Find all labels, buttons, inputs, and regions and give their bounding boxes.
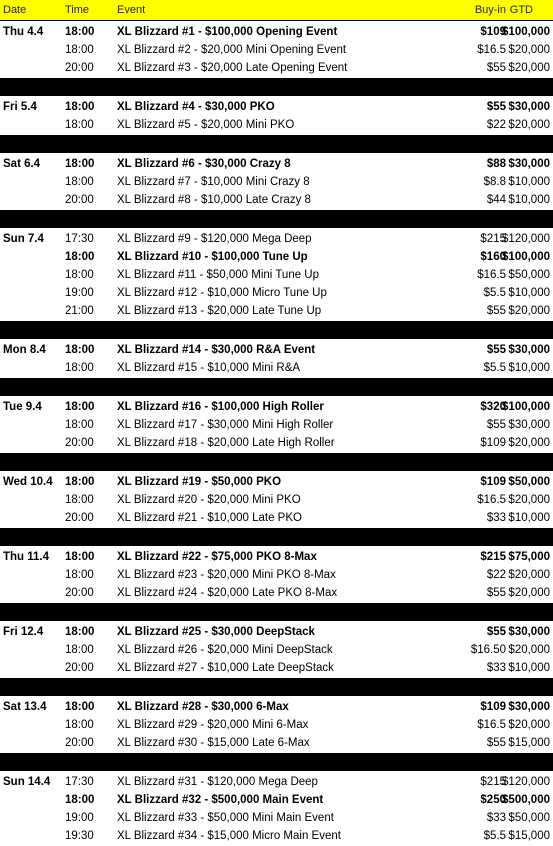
header-row xyxy=(0,0,553,20)
event-buyin: $33 xyxy=(486,512,506,524)
day-date: Sat 6.4 xyxy=(3,158,41,170)
event-gtd: $20,000 xyxy=(508,119,550,131)
event-row xyxy=(0,174,553,192)
event-row xyxy=(0,303,553,321)
event-name: XL Blizzard #1 - $100,000 Opening Event xyxy=(117,26,338,38)
event-buyin: $55 xyxy=(486,62,506,74)
event-gtd: $15,000 xyxy=(508,737,550,749)
event-buyin: $16.50 xyxy=(470,644,506,656)
event-buyin: $5.5 xyxy=(483,362,506,374)
day-group xyxy=(0,228,553,321)
event-name: XL Blizzard #30 - $15,000 Late 6-Max xyxy=(117,737,310,749)
event-name: XL Blizzard #7 - $10,000 Mini Crazy 8 xyxy=(117,176,310,188)
event-time: 20:00 xyxy=(65,587,94,599)
event-name: XL Blizzard #21 - $10,000 Late PKO xyxy=(117,512,302,524)
event-gtd: $20,000 xyxy=(508,569,550,581)
event-name: XL Blizzard #29 - $20,000 Mini 6-Max xyxy=(117,719,309,731)
event-name: XL Blizzard #16 - $100,000 High Roller xyxy=(117,401,324,413)
event-name: XL Blizzard #12 - $10,000 Micro Tune Up xyxy=(117,287,327,299)
event-time: 18:00 xyxy=(65,476,95,488)
header-buyin: Buy-in xyxy=(474,4,506,16)
event-buyin: $160 xyxy=(480,251,506,263)
event-time: 17:30 xyxy=(65,776,94,788)
event-gtd: $20,000 xyxy=(508,305,550,317)
event-time: 20:00 xyxy=(65,737,94,749)
event-time: 18:00 xyxy=(65,794,95,806)
day-date: Sat 13.4 xyxy=(3,701,47,713)
event-name: XL Blizzard #24 - $20,000 Late PKO 8-Max xyxy=(117,587,338,599)
event-buyin: $55 xyxy=(486,305,506,317)
event-time: 18:00 xyxy=(65,701,95,713)
event-gtd: $50,000 xyxy=(508,812,550,824)
event-name: XL Blizzard #22 - $75,000 PKO 8-Max xyxy=(117,551,317,563)
event-name: XL Blizzard #17 - $30,000 Mini High Roller xyxy=(117,419,334,431)
event-gtd: $50,000 xyxy=(508,476,550,488)
day-group xyxy=(0,696,553,753)
event-gtd: $100,000 xyxy=(502,26,550,38)
event-name: XL Blizzard #10 - $100,000 Tune Up xyxy=(117,251,308,263)
event-name: XL Blizzard #26 - $20,000 Mini DeepStack xyxy=(117,644,333,656)
event-gtd: $75,000 xyxy=(508,551,550,563)
event-row xyxy=(0,60,553,78)
event-gtd: $20,000 xyxy=(508,437,550,449)
event-name: XL Blizzard #11 - $50,000 Mini Tune Up xyxy=(117,269,320,281)
event-gtd: $10,000 xyxy=(508,287,550,299)
event-name: XL Blizzard #18 - $20,000 Late High Roller xyxy=(117,437,335,449)
event-name: XL Blizzard #33 - $50,000 Mini Main Event xyxy=(117,812,334,824)
event-row xyxy=(0,699,553,717)
event-row xyxy=(0,285,553,303)
day-group xyxy=(0,21,553,78)
event-row xyxy=(0,567,553,585)
event-gtd: $30,000 xyxy=(508,626,550,638)
event-time: 18:00 xyxy=(65,344,95,356)
day-group xyxy=(0,771,553,846)
event-time: 17:30 xyxy=(65,233,94,245)
event-buyin: $22 xyxy=(486,569,506,581)
event-name: XL Blizzard #34 - $15,000 Micro Main Event xyxy=(117,830,341,842)
event-row xyxy=(0,267,553,285)
event-gtd: $20,000 xyxy=(508,644,550,656)
event-buyin: $55 xyxy=(486,419,506,431)
event-row xyxy=(0,435,553,453)
event-name: XL Blizzard #32 - $500,000 Main Event xyxy=(117,794,324,806)
event-row xyxy=(0,192,553,210)
event-gtd: $15,000 xyxy=(508,830,550,842)
event-name: XL Blizzard #20 - $20,000 Mini PKO xyxy=(117,494,301,506)
event-time: 18:00 xyxy=(65,158,95,170)
header-event: Event xyxy=(117,4,146,16)
event-buyin: $109 xyxy=(480,26,506,38)
event-buyin: $109 xyxy=(480,437,506,449)
event-buyin: $5.5 xyxy=(483,287,506,299)
event-time: 18:00 xyxy=(65,101,95,113)
day-date: Wed 10.4 xyxy=(3,476,53,488)
event-gtd: $30,000 xyxy=(508,344,550,356)
event-buyin: $88 xyxy=(486,158,506,170)
event-gtd: $10,000 xyxy=(508,194,550,206)
event-name: XL Blizzard #2 - $20,000 Mini Opening Event xyxy=(117,44,347,56)
event-buyin: $33 xyxy=(486,812,506,824)
event-name: XL Blizzard #4 - $30,000 PKO xyxy=(117,101,275,113)
event-buyin: $215 xyxy=(480,233,506,245)
event-time: 19:00 xyxy=(65,287,94,299)
event-row xyxy=(0,231,553,249)
event-time: 18:00 xyxy=(65,569,94,581)
event-gtd: $30,000 xyxy=(508,419,550,431)
event-time: 20:00 xyxy=(65,512,94,524)
event-buyin: $44 xyxy=(486,194,506,206)
event-buyin: $55 xyxy=(486,344,506,356)
event-gtd: $20,000 xyxy=(508,62,550,74)
event-gtd: $20,000 xyxy=(508,494,550,506)
event-gtd: $120,000 xyxy=(502,776,550,788)
event-buyin: $109 xyxy=(480,476,506,488)
event-buyin: $16.5 xyxy=(477,269,506,281)
event-name: XL Blizzard #8 - $10,000 Late Crazy 8 xyxy=(117,194,311,206)
day-group xyxy=(0,471,553,528)
event-buyin: $8.8 xyxy=(483,176,506,188)
event-row xyxy=(0,792,553,810)
event-gtd: $20,000 xyxy=(508,44,550,56)
event-buyin: $16.5 xyxy=(477,719,506,731)
event-buyin: $5.5 xyxy=(483,830,506,842)
event-name: XL Blizzard #23 - $20,000 Mini PKO 8-Max xyxy=(117,569,336,581)
event-row xyxy=(0,117,553,135)
event-row xyxy=(0,492,553,510)
event-row xyxy=(0,717,553,735)
event-row xyxy=(0,810,553,828)
event-name: XL Blizzard #5 - $20,000 Mini PKO xyxy=(117,119,295,131)
day-group xyxy=(0,96,553,135)
event-row xyxy=(0,417,553,435)
event-time: 18:00 xyxy=(65,626,95,638)
day-date: Tue 9.4 xyxy=(3,401,42,413)
event-gtd: $30,000 xyxy=(508,701,550,713)
event-buyin: $55 xyxy=(486,737,506,749)
event-gtd: $20,000 xyxy=(508,587,550,599)
event-gtd: $30,000 xyxy=(508,101,550,113)
event-gtd: $10,000 xyxy=(508,512,550,524)
event-time: 20:00 xyxy=(65,662,94,674)
event-row xyxy=(0,399,553,417)
event-row xyxy=(0,474,553,492)
header-date: Date xyxy=(3,4,27,16)
event-gtd: $20,000 xyxy=(508,719,550,731)
event-time: 19:00 xyxy=(65,812,94,824)
day-date: Thu 11.4 xyxy=(3,551,50,563)
event-name: XL Blizzard #27 - $10,000 Late DeepStack xyxy=(117,662,334,674)
event-time: 18:00 xyxy=(65,419,94,431)
event-buyin: $16.5 xyxy=(477,44,506,56)
event-buyin: $16.5 xyxy=(477,494,506,506)
event-gtd: $10,000 xyxy=(508,176,550,188)
event-time: 18:00 xyxy=(65,269,94,281)
event-row xyxy=(0,24,553,42)
event-buyin: $250 xyxy=(480,794,506,806)
event-gtd: $100,000 xyxy=(502,251,550,263)
event-row xyxy=(0,156,553,174)
event-time: 18:00 xyxy=(65,44,94,56)
event-row xyxy=(0,42,553,60)
event-name: XL Blizzard #9 - $120,000 Mega Deep xyxy=(117,233,312,245)
event-time: 20:00 xyxy=(65,194,94,206)
event-name: XL Blizzard #13 - $20,000 Late Tune Up xyxy=(117,305,322,317)
event-buyin: $215 xyxy=(480,551,506,563)
event-time: 18:00 xyxy=(65,362,94,374)
event-buyin: $33 xyxy=(486,662,506,674)
day-date: Sun 14.4 xyxy=(3,776,51,788)
event-time: 18:00 xyxy=(65,401,95,413)
event-time: 18:00 xyxy=(65,26,95,38)
event-gtd: $30,000 xyxy=(508,158,550,170)
event-name: XL Blizzard #19 - $50,000 PKO xyxy=(117,476,282,488)
event-row xyxy=(0,360,553,378)
day-date: Fri 12.4 xyxy=(3,626,44,638)
day-group xyxy=(0,621,553,678)
event-row xyxy=(0,249,553,267)
event-row xyxy=(0,510,553,528)
event-row xyxy=(0,774,553,792)
event-time: 18:00 xyxy=(65,494,94,506)
event-time: 20:00 xyxy=(65,62,94,74)
day-date: Mon 8.4 xyxy=(3,344,46,356)
day-date: Fri 5.4 xyxy=(3,101,37,113)
event-buyin: $55 xyxy=(486,626,506,638)
event-name: XL Blizzard #6 - $30,000 Crazy 8 xyxy=(117,158,291,170)
event-row xyxy=(0,735,553,753)
day-group xyxy=(0,396,553,453)
day-date: Sun 7.4 xyxy=(3,233,44,245)
event-time: 19:30 xyxy=(65,830,94,842)
header-time: Time xyxy=(65,4,90,16)
event-gtd: $120,000 xyxy=(502,233,550,245)
event-name: XL Blizzard #28 - $30,000 6-Max xyxy=(117,701,289,713)
event-gtd: $500,000 xyxy=(502,794,550,806)
event-row xyxy=(0,660,553,678)
event-gtd: $10,000 xyxy=(508,362,550,374)
event-buyin: $320 xyxy=(480,401,506,413)
event-name: XL Blizzard #3 - $20,000 Late Opening Event xyxy=(117,62,348,74)
event-buyin: $215 xyxy=(480,776,506,788)
event-name: XL Blizzard #31 - $120,000 Mega Deep xyxy=(117,776,318,788)
day-date: Thu 4.4 xyxy=(3,26,44,38)
event-time: 18:00 xyxy=(65,644,94,656)
event-time: 21:00 xyxy=(65,305,94,317)
event-row xyxy=(0,585,553,603)
event-time: 18:00 xyxy=(65,719,94,731)
day-group xyxy=(0,153,553,210)
event-gtd: $100,000 xyxy=(502,401,550,413)
event-gtd: $50,000 xyxy=(508,269,550,281)
event-row xyxy=(0,342,553,360)
event-name: XL Blizzard #25 - $30,000 DeepStack xyxy=(117,626,315,638)
event-name: XL Blizzard #14 - $30,000 R&A Event xyxy=(117,344,316,356)
event-row xyxy=(0,549,553,567)
event-buyin: $109 xyxy=(480,701,506,713)
event-row xyxy=(0,624,553,642)
event-name: XL Blizzard #15 - $10,000 Mini R&A xyxy=(117,362,301,374)
day-group xyxy=(0,339,553,378)
event-buyin: $55 xyxy=(486,587,506,599)
event-time: 18:00 xyxy=(65,251,95,263)
event-buyin: $22 xyxy=(486,119,506,131)
event-row xyxy=(0,99,553,117)
event-row xyxy=(0,642,553,660)
event-time: 18:00 xyxy=(65,119,94,131)
event-time: 18:00 xyxy=(65,176,94,188)
event-buyin: $55 xyxy=(486,101,506,113)
header-gtd: GTD xyxy=(509,4,533,16)
day-group xyxy=(0,546,553,603)
event-gtd: $10,000 xyxy=(508,662,550,674)
event-time: 18:00 xyxy=(65,551,95,563)
event-time: 20:00 xyxy=(65,437,94,449)
